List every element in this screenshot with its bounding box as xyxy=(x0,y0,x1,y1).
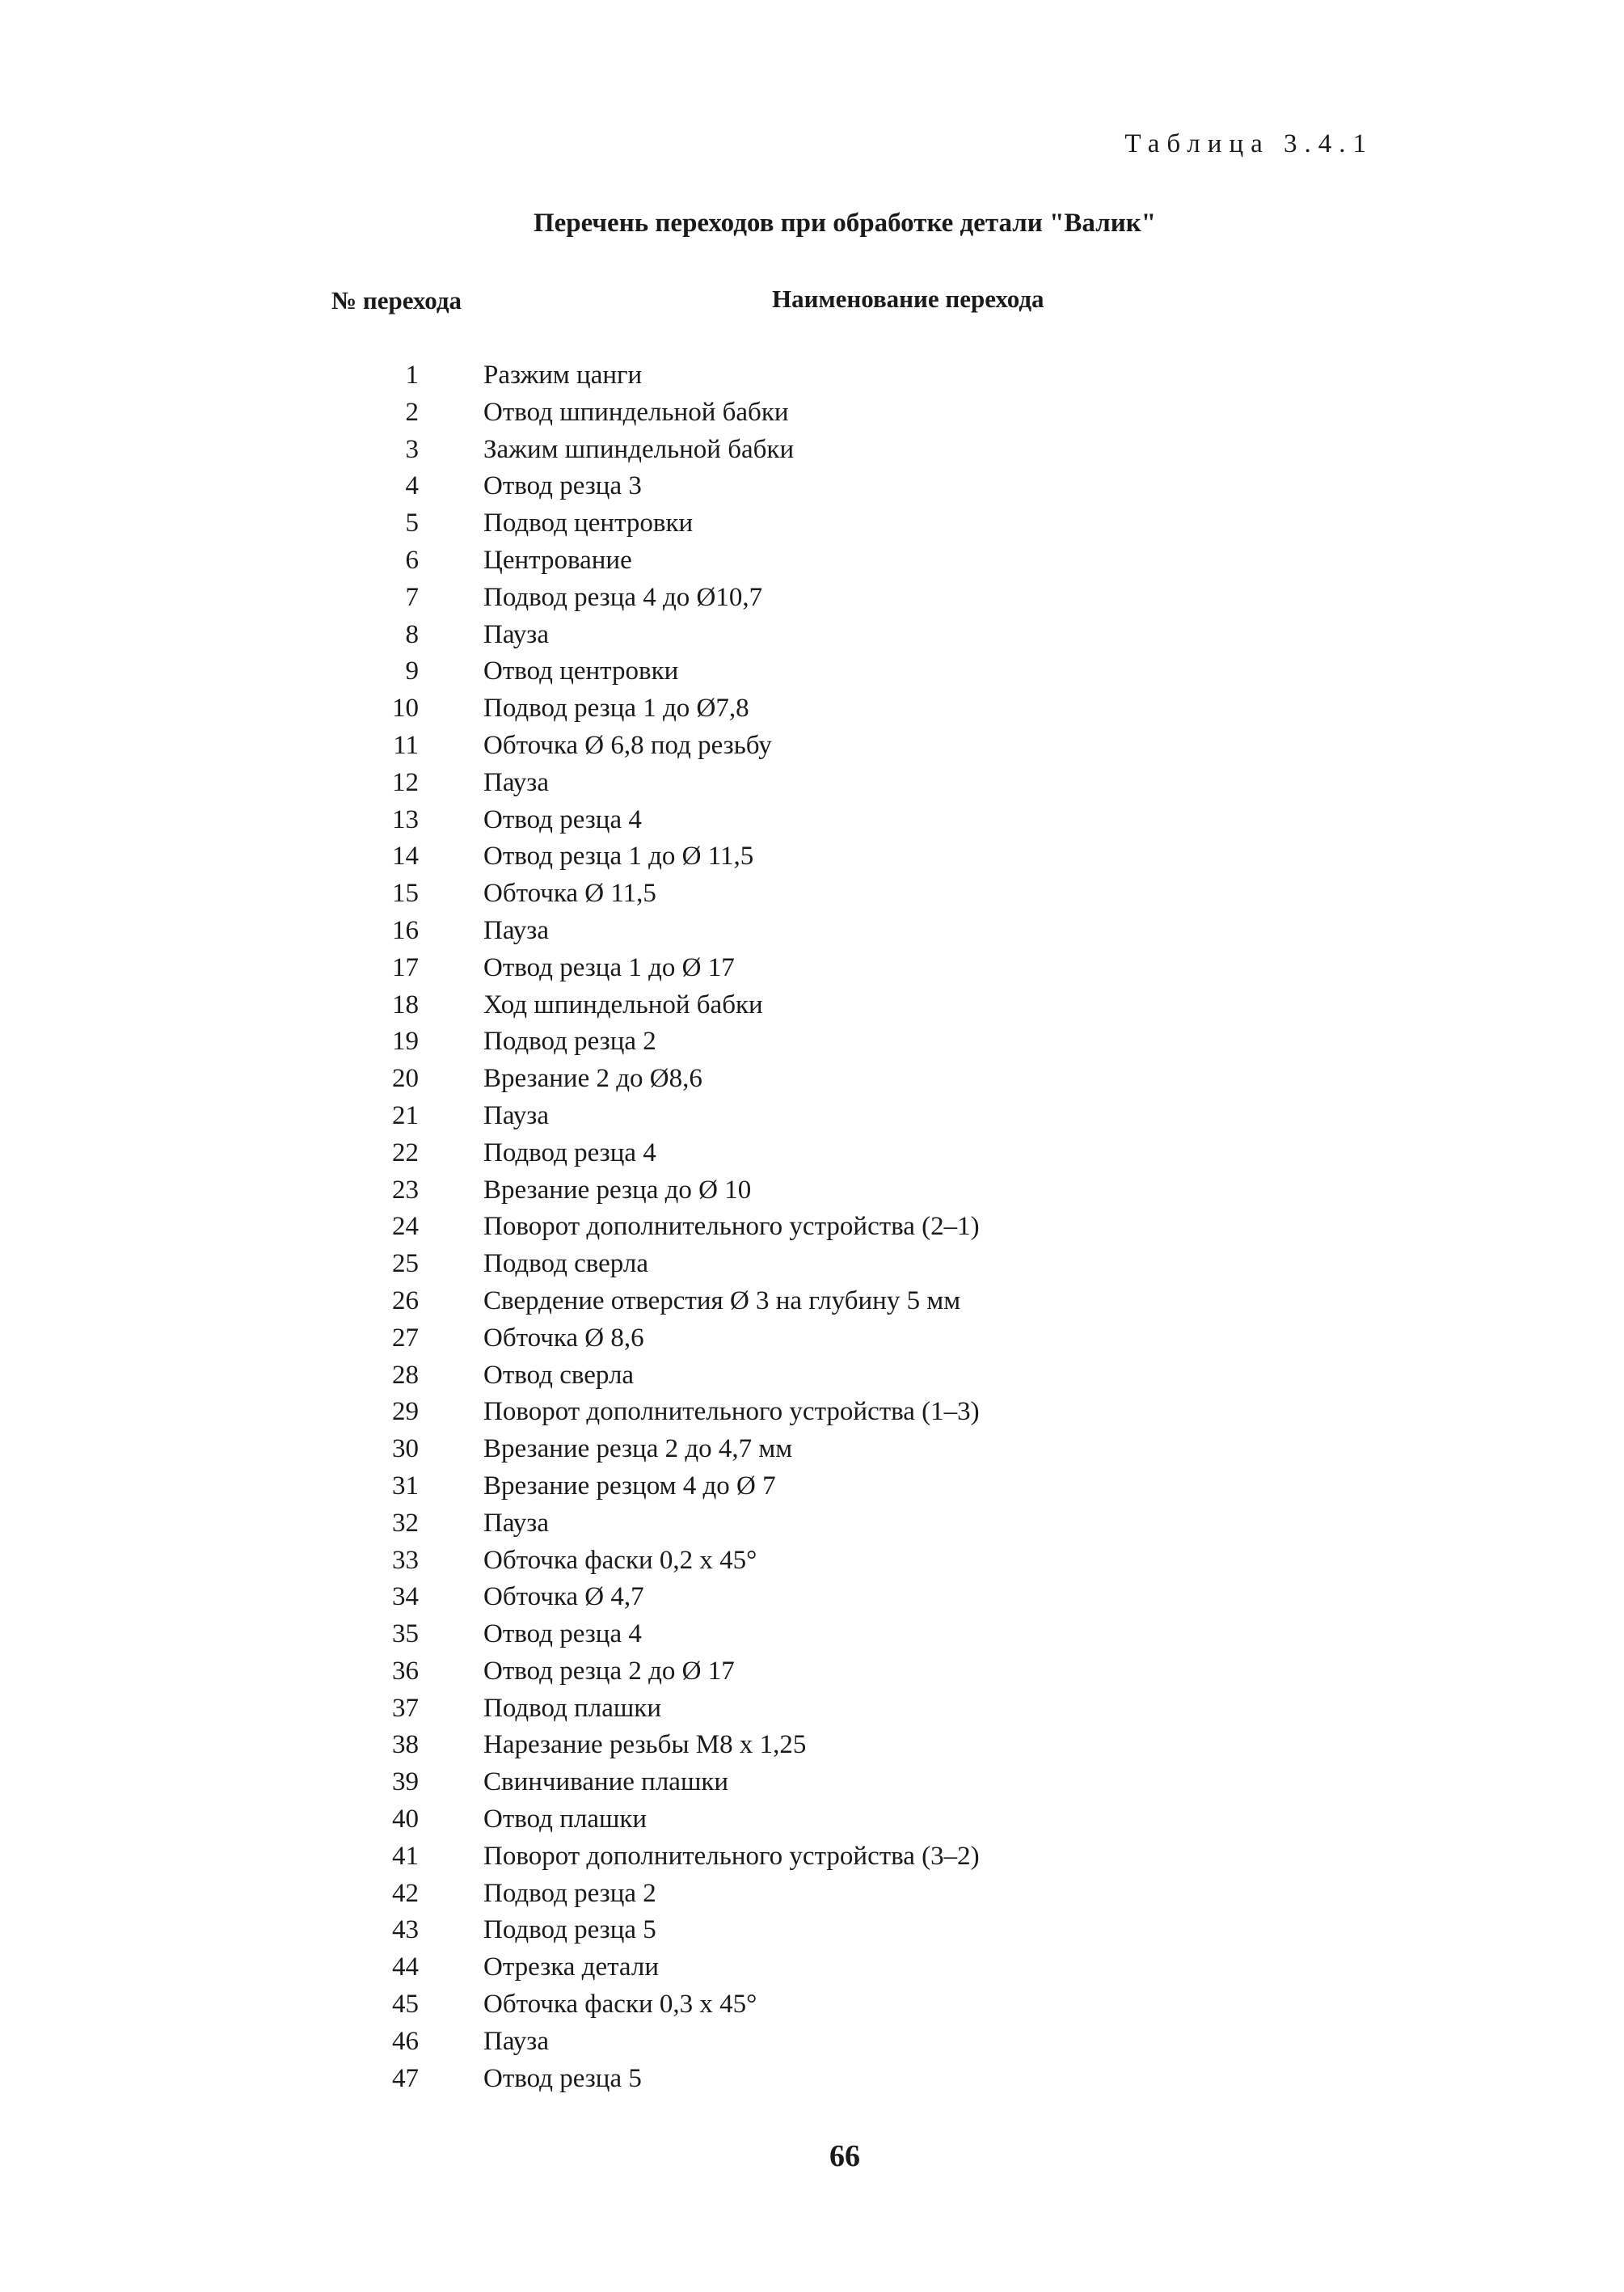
step-name: Зажим шпиндельной бабки xyxy=(483,434,795,464)
table-row xyxy=(0,804,1624,841)
table-row xyxy=(0,433,1624,471)
step-number: 40 xyxy=(392,1804,419,1834)
table-row xyxy=(0,729,1624,766)
table-row xyxy=(0,2025,1624,2062)
step-number: 27 xyxy=(392,1323,419,1353)
step-number: 13 xyxy=(392,804,419,834)
step-name: Обточка Ø 6,8 под резьбу xyxy=(483,730,772,760)
table-caption: Перечень переходов при обработке детали "Валик" xyxy=(533,209,1157,238)
step-number: 46 xyxy=(392,2026,419,2056)
table-row xyxy=(0,1951,1624,1988)
table-row xyxy=(0,1062,1624,1100)
table-row xyxy=(0,581,1624,618)
step-number: 44 xyxy=(392,1952,419,1982)
step-name: Отвод сверла xyxy=(483,1360,635,1390)
step-name: Пауза xyxy=(483,767,549,797)
step-number: 12 xyxy=(392,767,419,797)
step-name: Пауза xyxy=(483,915,549,945)
table-row xyxy=(0,396,1624,433)
step-number: 39 xyxy=(392,1767,419,1797)
table-row xyxy=(0,1174,1624,1211)
table-row xyxy=(0,1544,1624,1581)
table-row xyxy=(0,1655,1624,1692)
step-name: Отрезка детали xyxy=(483,1952,659,1982)
table-row xyxy=(0,1728,1624,1766)
table-row xyxy=(0,1137,1624,1174)
table-row xyxy=(0,840,1624,877)
table-row xyxy=(0,507,1624,544)
step-name: Отвод резца 3 xyxy=(483,471,642,501)
step-name: Врезание резца 2 до 4,7 мм xyxy=(483,1434,793,1464)
step-name: Обточка Ø 8,6 xyxy=(483,1323,644,1353)
table-row xyxy=(0,1840,1624,1877)
step-name: Подвод центровки xyxy=(483,509,694,538)
step-name: Врезание 2 до Ø8,6 xyxy=(483,1064,702,1094)
table-row xyxy=(0,1247,1624,1285)
step-name: Пауза xyxy=(483,619,549,649)
step-number: 14 xyxy=(392,842,419,872)
step-number: 32 xyxy=(392,1508,419,1538)
step-name: Обточка фаски 0,2 х 45° xyxy=(483,1545,757,1575)
step-number: 8 xyxy=(405,619,419,649)
step-name: Отвод резца 1 до Ø 11,5 xyxy=(483,842,754,872)
step-name: Отвод резца 2 до Ø 17 xyxy=(483,1656,735,1686)
table-row xyxy=(0,1618,1624,1655)
step-number: 20 xyxy=(392,1064,419,1094)
step-name: Отвод резца 5 xyxy=(483,2063,642,2093)
step-name: Нарезание резьбы М8 х 1,25 xyxy=(483,1730,807,1760)
table-row xyxy=(0,1433,1624,1470)
step-name: Отвод резца 1 до Ø 17 xyxy=(483,952,735,982)
table-row xyxy=(0,1988,1624,2025)
table-row xyxy=(0,2062,1624,2100)
step-name: Центрование xyxy=(483,545,632,575)
step-name: Обточка Ø 11,5 xyxy=(483,879,656,909)
step-name: Поворот дополнительного устройства (2–1) xyxy=(483,1212,980,1242)
step-name: Пауза xyxy=(483,1508,549,1538)
step-number: 35 xyxy=(392,1619,419,1649)
table-row xyxy=(0,1877,1624,1914)
step-number: 47 xyxy=(392,2063,419,2093)
step-number: 42 xyxy=(392,1878,419,1908)
table-row xyxy=(0,1359,1624,1396)
table-row xyxy=(0,1803,1624,1840)
step-number: 45 xyxy=(392,1990,419,2020)
step-name: Отвод шпиндельной бабки xyxy=(483,397,789,427)
step-number: 36 xyxy=(392,1656,419,1686)
step-number: 26 xyxy=(392,1285,419,1315)
step-number: 37 xyxy=(392,1693,419,1723)
step-name: Подвод сверла xyxy=(483,1249,648,1279)
step-number: 15 xyxy=(392,879,419,909)
table-row xyxy=(0,618,1624,656)
table-row xyxy=(0,1285,1624,1322)
step-number: 31 xyxy=(392,1471,419,1501)
table-row xyxy=(0,1322,1624,1359)
step-number: 23 xyxy=(392,1175,419,1205)
step-number: 25 xyxy=(392,1249,419,1279)
step-name: Врезание резца до Ø 10 xyxy=(483,1175,752,1205)
table-row xyxy=(0,1692,1624,1729)
step-name: Врезание резцом 4 до Ø 7 xyxy=(483,1471,776,1501)
step-name: Подвод резца 4 xyxy=(483,1138,656,1167)
step-name: Подвод резца 4 до Ø10,7 xyxy=(483,582,763,612)
step-number: 38 xyxy=(392,1730,419,1760)
step-name: Пауза xyxy=(483,2026,549,2056)
step-number: 29 xyxy=(392,1397,419,1427)
step-name: Поворот дополнительного устройства (1–3) xyxy=(483,1397,980,1427)
step-number: 2 xyxy=(405,397,419,427)
table-row xyxy=(0,766,1624,804)
table-row xyxy=(0,877,1624,914)
step-name: Подвод плашки xyxy=(483,1693,661,1723)
table-row xyxy=(0,692,1624,729)
step-name: Отвод резца 4 xyxy=(483,1619,642,1649)
step-number: 21 xyxy=(392,1100,419,1130)
step-name: Ход шпиндельной бабки xyxy=(483,990,763,1019)
table-row xyxy=(0,1914,1624,1951)
table-row xyxy=(0,359,1624,396)
step-number: 6 xyxy=(405,545,419,575)
step-number: 9 xyxy=(405,656,419,686)
table-row xyxy=(0,1766,1624,1803)
table-label: Таблица 3.4.1 xyxy=(1124,129,1373,158)
column-header-name: Наименование перехода xyxy=(772,285,1044,313)
steps-list xyxy=(0,359,1624,2099)
step-number: 18 xyxy=(392,990,419,1019)
table-row xyxy=(0,1581,1624,1618)
table-row xyxy=(0,655,1624,692)
step-number: 28 xyxy=(392,1360,419,1390)
step-number: 24 xyxy=(392,1212,419,1242)
step-number: 10 xyxy=(392,694,419,724)
step-name: Пауза xyxy=(483,1100,549,1130)
table-row xyxy=(0,1470,1624,1507)
step-name: Обточка Ø 4,7 xyxy=(483,1582,644,1612)
step-name: Отвод резца 4 xyxy=(483,804,642,834)
table-row xyxy=(0,989,1624,1026)
step-name: Отвод центровки xyxy=(483,656,679,686)
step-number: 16 xyxy=(392,915,419,945)
step-number: 22 xyxy=(392,1138,419,1167)
table-row xyxy=(0,914,1624,952)
step-name: Разжим цанги xyxy=(483,361,643,390)
step-number: 1 xyxy=(405,361,419,390)
step-number: 3 xyxy=(405,434,419,464)
step-name: Поворот дополнительного устройства (3–2) xyxy=(483,1841,980,1871)
table-row xyxy=(0,952,1624,989)
column-header-number: № перехода xyxy=(331,286,462,314)
step-number: 30 xyxy=(392,1434,419,1464)
step-name: Подвод резца 2 xyxy=(483,1878,656,1908)
table-row xyxy=(0,1025,1624,1062)
table-row xyxy=(0,544,1624,581)
step-name: Подвод резца 5 xyxy=(483,1915,656,1945)
step-name: Свинчивание плашки xyxy=(483,1767,729,1797)
table-row xyxy=(0,470,1624,507)
step-number: 5 xyxy=(405,509,419,538)
step-number: 33 xyxy=(392,1545,419,1575)
step-name: Свердение отверстия Ø 3 на глубину 5 мм xyxy=(483,1285,961,1315)
table-row xyxy=(0,1507,1624,1544)
step-name: Отвод плашки xyxy=(483,1804,647,1834)
table-row xyxy=(0,1100,1624,1137)
page-number: 66 xyxy=(829,2139,860,2173)
step-name: Подвод резца 1 до Ø7,8 xyxy=(483,694,749,724)
table-row xyxy=(0,1210,1624,1247)
step-number: 43 xyxy=(392,1915,419,1945)
table-row xyxy=(0,1395,1624,1433)
step-number: 11 xyxy=(393,730,419,760)
step-number: 34 xyxy=(392,1582,419,1612)
step-number: 17 xyxy=(392,952,419,982)
step-name: Обточка фаски 0,3 х 45° xyxy=(483,1990,757,2020)
step-number: 19 xyxy=(392,1027,419,1057)
step-name: Подвод резца 2 xyxy=(483,1027,656,1057)
step-number: 4 xyxy=(405,471,419,501)
step-number: 7 xyxy=(405,582,419,612)
step-number: 41 xyxy=(392,1841,419,1871)
